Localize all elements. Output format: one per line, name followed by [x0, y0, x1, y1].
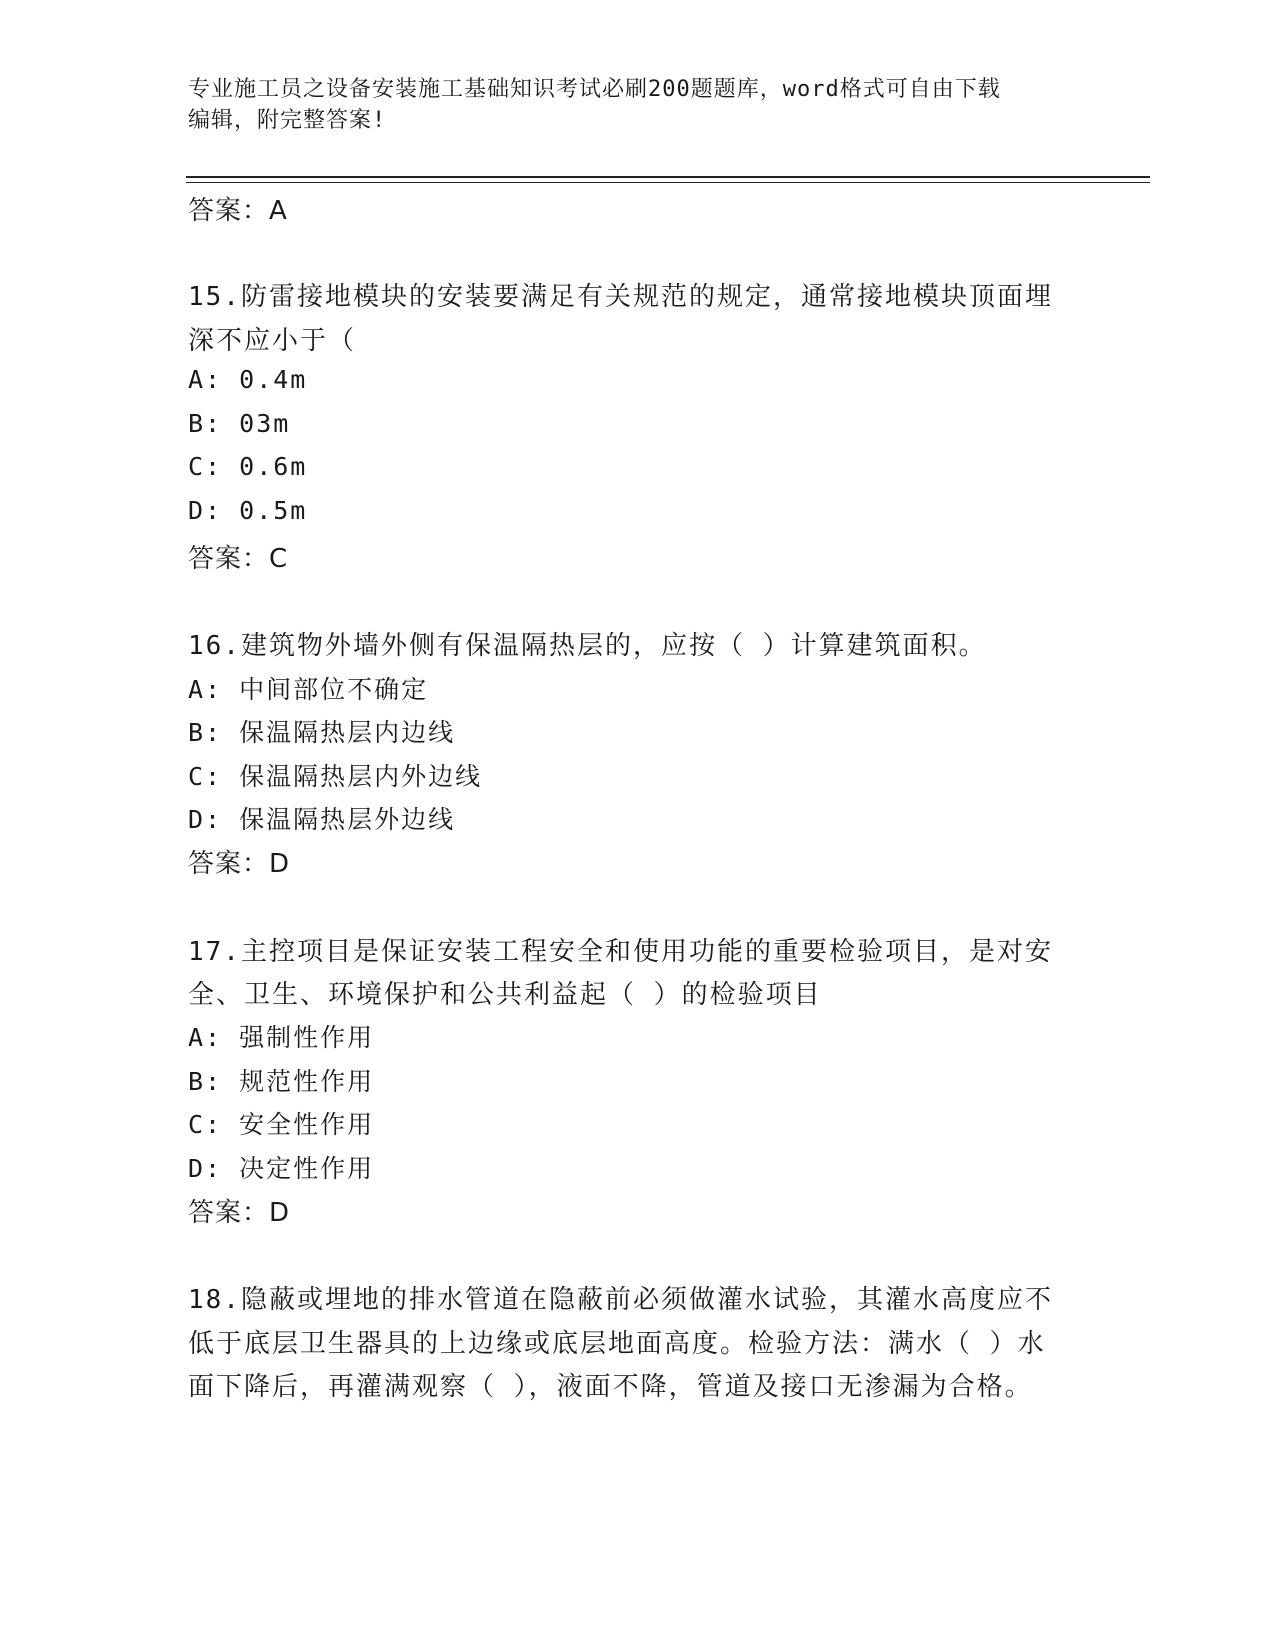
question-15-option-b: B: 03m: [188, 409, 291, 438]
question-15-option-c: C: 0.6m: [188, 452, 308, 481]
question-15-line-1: 15.防雷接地模块的安装要满足有关规范的规定，通常接地模块顶面埋: [188, 282, 1053, 312]
answer-15: 答案：C: [188, 544, 289, 574]
question-17-option-d: D: 决定性作用: [188, 1154, 375, 1183]
question-17-option-c: C: 安全性作用: [188, 1110, 375, 1139]
answer-17: 答案：D: [188, 1198, 291, 1228]
question-16-option-d: D: 保温隔热层外边线: [188, 805, 456, 834]
question-18-line-2: 低于底层卫生器具的上边缘或底层地面高度。检验方法：满水（ ）水: [188, 1329, 1046, 1359]
document-header: [188, 74, 1068, 136]
question-17-option-b: B: 规范性作用: [188, 1067, 375, 1096]
question-16-option-b: B: 保温隔热层内边线: [188, 718, 456, 747]
question-16-line-1: 16.建筑物外墙外侧有保温隔热层的，应按（ ）计算建筑面积。: [188, 631, 987, 661]
question-17-option-a: A: 强制性作用: [188, 1023, 375, 1052]
question-16-option-a: A: 中间部位不确定: [188, 675, 429, 704]
question-16-option-c: C: 保温隔热层内外边线: [188, 762, 483, 791]
question-18-line-1: 18.隐蔽或埋地的排水管道在隐蔽前必须做灌水试验，其灌水高度应不: [188, 1285, 1053, 1315]
header-line-2: 编辑，附完整答案!: [188, 108, 387, 133]
answer-14: 答案：A: [188, 196, 288, 226]
question-15-line-2: 深不应小于（: [188, 326, 357, 356]
question-15-option-a: A: 0.4m: [188, 365, 308, 394]
header-divider-thin: [186, 182, 1150, 183]
header-divider-thick: [186, 176, 1150, 178]
question-18-line-3: 面下降后，再灌满观察（ ），液面不降，管道及接口无渗漏为合格。: [188, 1372, 1033, 1402]
question-17-line-2: 全、卫生、环境保护和公共利益起（ ）的检验项目: [188, 980, 822, 1010]
answer-16: 答案：D: [188, 849, 291, 879]
question-17-line-1: 17.主控项目是保证安装工程安全和使用功能的重要检验项目，是对安: [188, 937, 1053, 967]
question-15-option-d: D: 0.5m: [188, 496, 308, 525]
header-line-1: 专业施工员之设备安装施工基础知识考试必刷200题题库，word格式可自由下载: [188, 77, 1001, 102]
